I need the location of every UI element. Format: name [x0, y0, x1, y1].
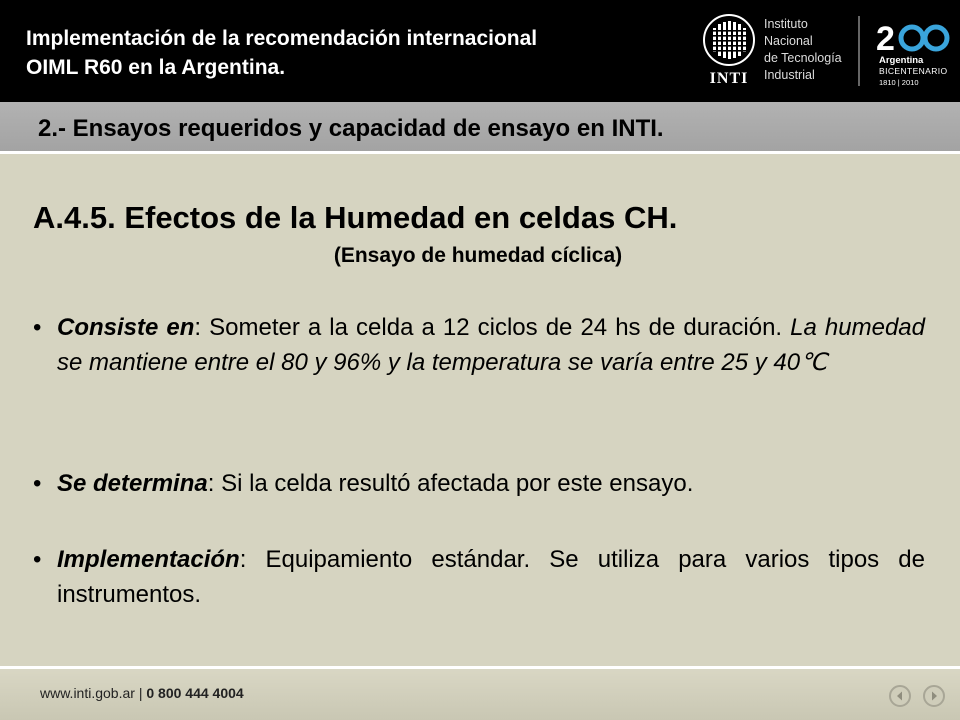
bullet-term: Implementación: [57, 546, 240, 573]
chevron-left-icon: [894, 690, 906, 702]
slide-subtitle: (Ensayo de humedad cíclica): [333, 244, 623, 267]
inti-org-line2: Nacional: [764, 34, 813, 48]
chevron-right-icon: [928, 690, 940, 702]
footer-contact: [40, 685, 244, 701]
bicentenario-logo: [876, 18, 956, 94]
bullet-body: : Someter a la celda a 12 ciclos de 24 hs de duración.: [194, 314, 791, 341]
inti-wordmark: INTI: [709, 70, 749, 87]
bullet-term: Consiste en: [57, 314, 195, 341]
bullet-text: [57, 466, 925, 501]
bullet-consiste: [33, 310, 925, 380]
bicentenario-ring-1: [901, 27, 923, 49]
bullet-dot: •: [33, 546, 42, 573]
next-slide-button[interactable]: [923, 685, 945, 707]
bullet-text: [57, 310, 925, 380]
slide-title: A.4.5. Efectos de la Humedad en celdas CH.: [33, 200, 678, 235]
section-bar: [0, 102, 960, 154]
header-divider: [858, 16, 860, 86]
inti-grid-icon: [703, 14, 755, 66]
bullet-term: Se determina: [57, 470, 208, 497]
footer-separator: |: [134, 685, 147, 701]
bicentenario-ring-2: [925, 27, 947, 49]
bullet-body: : Equipamiento estándar. Se utiliza para varios tipos de instrumentos.: [57, 546, 925, 608]
bullet-text: [57, 542, 925, 612]
bullet-se-determina: [33, 466, 925, 501]
bullet-body: : Si la celda resultó afectada por este ensayo.: [207, 470, 694, 497]
bicentenario-number: [876, 18, 956, 56]
inti-org-line4: Industrial: [764, 68, 815, 82]
slide-content: [0, 154, 960, 666]
bullet-dot: •: [33, 314, 42, 341]
inti-logo: [703, 14, 755, 86]
footer-phone: 0 800 444 4004: [146, 685, 244, 701]
inti-org-line1: Instituto: [764, 17, 808, 31]
bicentenario-digit-2: 2: [876, 20, 895, 56]
presentation-title-line2: OIML R60 en la Argentina.: [26, 56, 286, 79]
section-title: 2.- Ensayos requeridos y capacidad de ensayo en INTI.: [38, 115, 664, 142]
bicentenario-country: Argentina: [879, 55, 924, 66]
previous-slide-button[interactable]: [889, 685, 911, 707]
inti-org-line3: de Tecnología: [764, 51, 842, 65]
bullet-dot: •: [33, 470, 42, 497]
footer-website-link[interactable]: www.inti.gob.ar: [40, 685, 135, 701]
inti-org-name: [764, 16, 842, 84]
header: [0, 0, 960, 102]
footer: [0, 666, 960, 720]
bicentenario-years: 1810 | 2010: [879, 78, 919, 87]
bullet-body-italic: La humedad se mantiene entre el 80 y 96% y la temperatura se varía entre 25 y 40℃: [57, 314, 925, 376]
presentation-title-line1: Implementación de la recomendación internacional: [26, 27, 538, 50]
bicentenario-label: BICENTENARIO: [879, 66, 948, 76]
bullet-implementacion: [33, 542, 925, 612]
presentation-title: [26, 24, 686, 82]
